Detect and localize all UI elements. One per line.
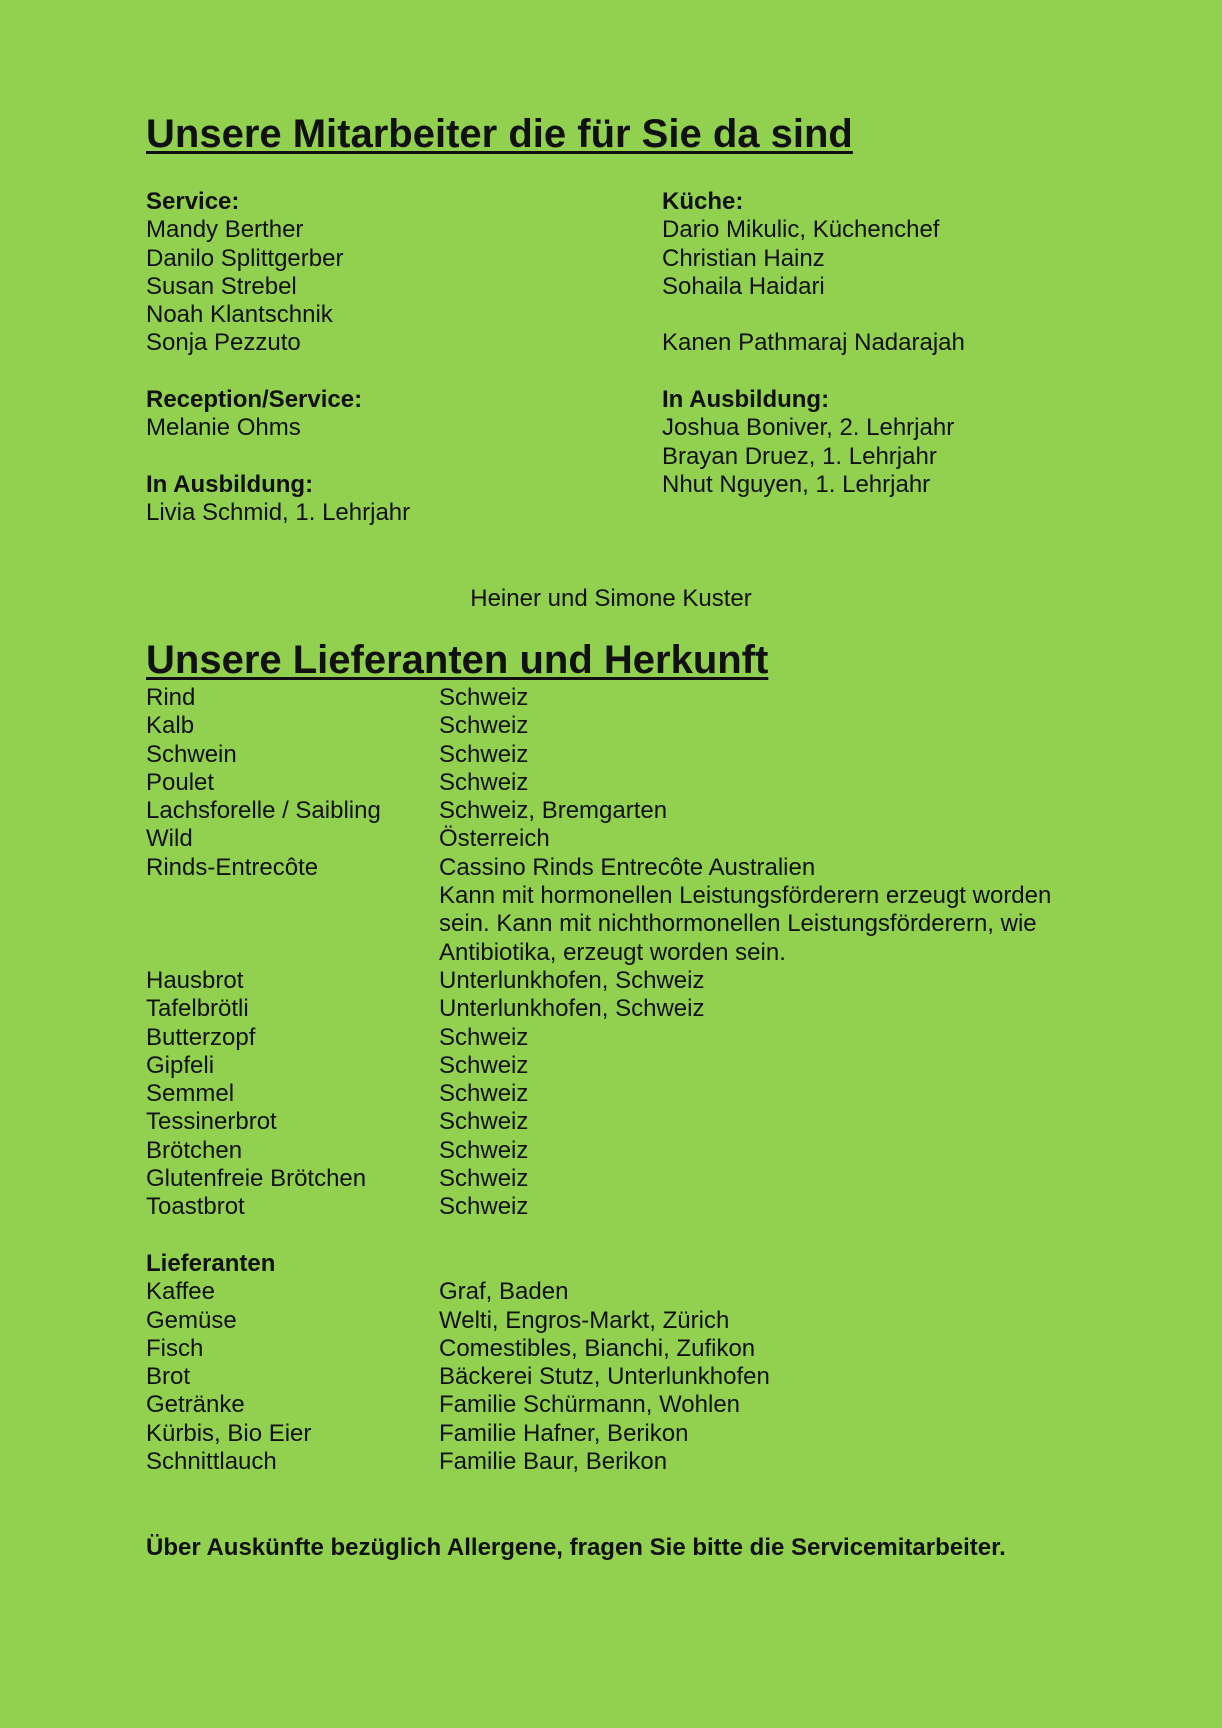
staff-name: Melanie Ohms xyxy=(146,414,301,442)
product-name: Poulet xyxy=(146,768,215,796)
product-origin: Schweiz xyxy=(439,1023,529,1051)
product-origin: Cassino Rinds Entrecôte Australien xyxy=(439,853,816,881)
table-row xyxy=(146,825,1079,853)
product-origin: Schweiz xyxy=(439,684,529,711)
service-label: Service: xyxy=(146,188,240,215)
table-row xyxy=(146,712,1079,740)
staff-name: Brayan Druez, 1. Lehrjahr xyxy=(662,442,937,470)
product-name: Rinds-Entrecôte xyxy=(146,853,319,881)
supplier-name: Comestibles, Bianchi, Zufikon xyxy=(439,1334,756,1362)
table-row xyxy=(146,1080,1079,1108)
table-row xyxy=(146,1363,1079,1391)
product-name: Glutenfreie Brötchen xyxy=(146,1165,367,1193)
supplier-name: Familie Schürmann, Wohlen xyxy=(439,1391,741,1419)
product-origin: Schweiz xyxy=(439,1080,529,1108)
product-name: Schwein xyxy=(146,740,237,768)
product-origin: Unterlunkhofen, Schweiz xyxy=(439,966,705,994)
supplier-category: Fisch xyxy=(146,1334,204,1362)
table-row xyxy=(146,995,1079,1023)
staff-name: Noah Klantschnik xyxy=(146,301,333,329)
product-origin: Österreich xyxy=(439,825,550,853)
table-row xyxy=(146,1307,1079,1335)
product-name: Gipfeli xyxy=(146,1051,215,1079)
table-row xyxy=(146,684,1079,712)
supply-table xyxy=(146,684,1079,1476)
product-origin: Schweiz xyxy=(439,1108,529,1136)
product-name: Tafelbrötli xyxy=(146,995,249,1023)
suppliers-title: Unsere Lieferanten und Herkunft xyxy=(146,638,769,682)
product-name: Kalb xyxy=(146,712,195,740)
table-row xyxy=(146,769,1079,797)
product-origin: Schweiz xyxy=(439,1165,529,1193)
staff-left-column xyxy=(146,188,410,528)
staff-name: Joshua Boniver, 2. Lehrjahr xyxy=(662,414,955,442)
suppliers-section-label: Lieferanten xyxy=(146,1249,276,1277)
product-name: Wild xyxy=(146,825,193,853)
product-origin: Schweiz xyxy=(439,740,529,768)
staff-name: Nhut Nguyen, 1. Lehrjahr xyxy=(662,470,931,498)
kitchen-label: Küche: xyxy=(662,188,744,215)
staff-name: Kanen Pathmaraj Nadarajah xyxy=(662,329,965,357)
owners-line: Heiner und Simone Kuster xyxy=(470,585,752,612)
table-row xyxy=(146,1052,1079,1080)
product-name: Semmel xyxy=(146,1080,235,1108)
table-row xyxy=(146,797,1079,825)
supplier-category: Kaffee xyxy=(146,1278,215,1306)
supplier-category: Kürbis, Bio Eier xyxy=(146,1419,312,1447)
supplier-category: Getränke xyxy=(146,1391,245,1419)
product-origin: Schweiz xyxy=(439,768,529,796)
table-row xyxy=(146,1250,1079,1278)
product-name: Butterzopf xyxy=(146,1023,256,1051)
product-name: Hausbrot xyxy=(146,966,244,994)
staff-name: Sonja Pezzuto xyxy=(146,329,301,357)
product-origin: Schweiz xyxy=(439,1051,529,1079)
staff-name: Sohaila Haidari xyxy=(662,272,825,300)
product-name: Toastbrot xyxy=(146,1193,245,1221)
table-row xyxy=(146,1335,1079,1363)
table-row xyxy=(146,1137,1079,1165)
product-origin-with-note xyxy=(439,854,1079,967)
supplier-name: Familie Baur, Berikon xyxy=(439,1448,668,1476)
staff-title: Unsere Mitarbeiter die für Sie da sind xyxy=(146,112,853,156)
table-row xyxy=(146,1391,1079,1419)
staff-name: Livia Schmid, 1. Lehrjahr xyxy=(146,499,411,527)
product-name: Tessinerbrot xyxy=(146,1108,277,1136)
staff-name: Susan Strebel xyxy=(146,272,297,300)
table-row xyxy=(146,1278,1079,1306)
supplier-category: Gemüse xyxy=(146,1306,237,1334)
trainees-service-label: In Ausbildung: xyxy=(146,470,314,498)
table-row xyxy=(146,854,1079,967)
reception-label: Reception/Service: xyxy=(146,386,363,414)
trainees-kitchen-label: In Ausbildung: xyxy=(662,386,830,414)
product-origin: Schweiz, Bremgarten xyxy=(439,797,668,825)
product-origin: Unterlunkhofen, Schweiz xyxy=(439,995,705,1023)
staff-name: Dario Mikulic, Küchenchef xyxy=(662,216,940,244)
supplier-name: Welti, Engros-Markt, Zürich xyxy=(439,1306,730,1334)
staff-name: Danilo Splittgerber xyxy=(146,244,344,272)
table-row xyxy=(146,1448,1079,1476)
allergen-note: Über Auskünfte bezüglich Allergene, fragen Sie bitte die Servicemitarbeiter. xyxy=(146,1534,1006,1561)
supplier-name: Graf, Baden xyxy=(439,1278,569,1306)
product-note: Kann mit hormonellen Leistungsförderern erzeugt worden sein. Kann mit nichthormonellen Leistungsförderern, wie Antibiotika, erzeugt worden sein. xyxy=(439,882,1052,966)
staff-right-column xyxy=(662,188,965,499)
product-origin: Schweiz xyxy=(439,1136,529,1164)
product-origin: Schweiz xyxy=(439,712,529,740)
supplier-name: Familie Hafner, Berikon xyxy=(439,1419,689,1447)
spacer-row xyxy=(146,1222,1079,1250)
table-row xyxy=(146,1165,1079,1193)
table-row xyxy=(146,1420,1079,1448)
staff-name: Christian Hainz xyxy=(662,244,825,272)
product-name: Brötchen xyxy=(146,1136,243,1164)
table-row xyxy=(146,741,1079,769)
staff-name: Mandy Berther xyxy=(146,216,304,244)
table-row xyxy=(146,967,1079,995)
product-name: Lachsforelle / Saibling xyxy=(146,797,381,825)
product-origin: Schweiz xyxy=(439,1193,529,1221)
table-row xyxy=(146,1024,1079,1052)
supplier-category: Schnittlauch xyxy=(146,1448,277,1476)
table-row xyxy=(146,1108,1079,1136)
product-name: Rind xyxy=(146,684,196,711)
supplier-category: Brot xyxy=(146,1363,191,1391)
supplier-name: Bäckerei Stutz, Unterlunkhofen xyxy=(439,1363,770,1391)
table-row xyxy=(146,1193,1079,1221)
